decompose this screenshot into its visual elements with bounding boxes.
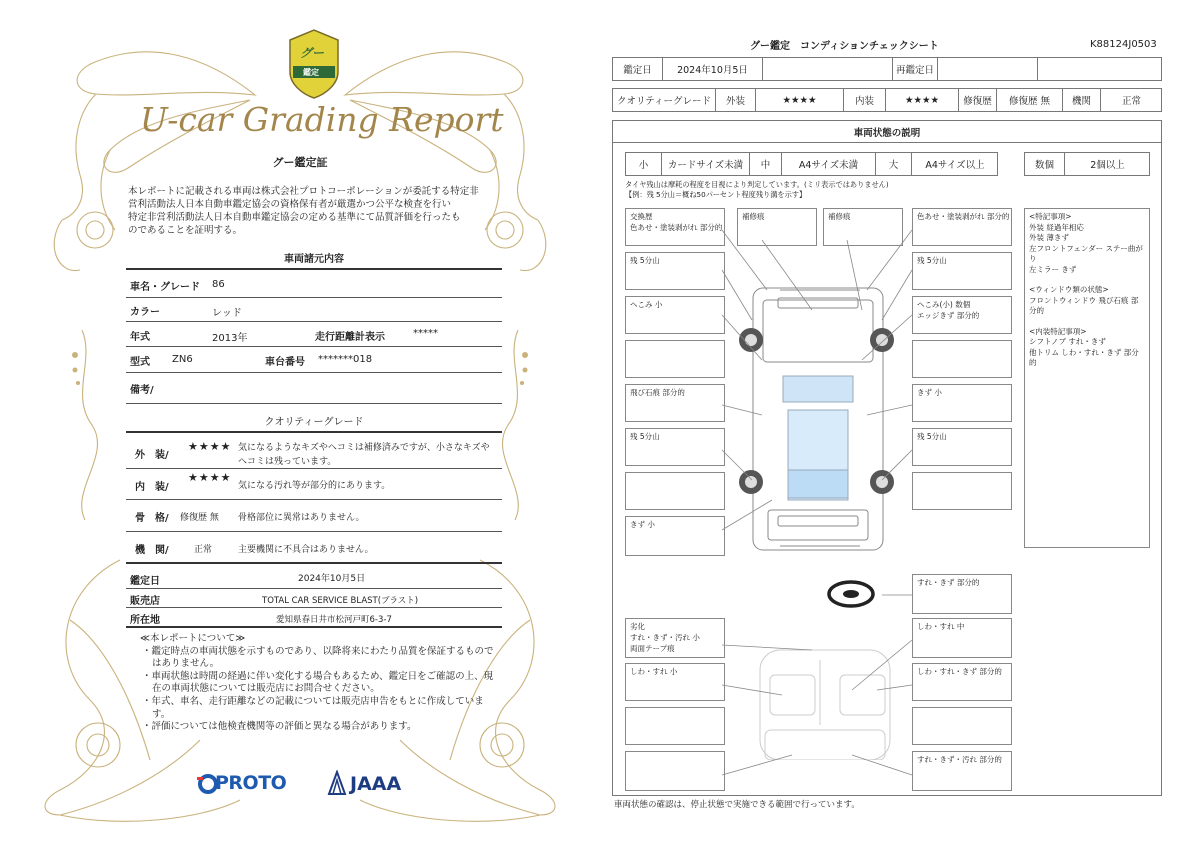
- note-item: ・車両状態は時間の経過に伴い変化する場合もあるため、鑑定日をご確認の上、現在の車両状態については販売店にお問合せください。: [142, 670, 494, 695]
- appraisal-date-label: 鑑定日: [613, 58, 663, 80]
- sheet-title: グー鑑定 コンディションチェックシート: [750, 41, 939, 52]
- certificate-intro: [128, 185, 498, 237]
- callout-text: すれ・きず・汚れ 小: [630, 633, 700, 642]
- callout-text: へこみ(小) 数個: [917, 300, 971, 309]
- model-label: 型式: [130, 357, 150, 368]
- callout-text: 劣化: [630, 622, 645, 631]
- interior-label: 内装: [844, 89, 886, 111]
- condition-title: 車両状態の説明: [613, 121, 1161, 143]
- car-name-value: 86: [212, 279, 225, 290]
- intro-line: 本レポートに記載される車両は株式会社プロトコーポレーションが委託する特定非: [128, 186, 479, 197]
- callout-left-12: [625, 707, 725, 745]
- notes-title: ≪本レポートについて≫: [140, 633, 246, 644]
- special-note-line: 左ミラー きず: [1029, 264, 1077, 274]
- callout-right-2: 残 5分山: [912, 252, 1012, 290]
- size-legend: [625, 152, 998, 176]
- special-note-line: 外装 経過年相応: [1029, 222, 1084, 232]
- car-name-label: 車名・グレード: [130, 282, 200, 293]
- note-item: ・評価については他検査機関等の評価と異なる場合があります。: [142, 721, 417, 733]
- engine-comment: 主要機関に不具合はありません。: [238, 545, 374, 555]
- exterior-stars: ★★★★: [188, 440, 232, 453]
- count-legend: [1024, 152, 1150, 176]
- callout-right-11: しわ・すれ・きず 部分的: [912, 663, 1012, 701]
- jaaa-logo: JAAA: [350, 773, 402, 795]
- special-notes-title: <特記事項>: [1029, 212, 1072, 221]
- size-small: 小: [626, 153, 662, 175]
- engine-value: 正常: [194, 545, 213, 555]
- divider: [126, 607, 502, 608]
- appraisal-date-label: 鑑定日: [130, 576, 160, 587]
- quality-section-title: クオリティーグレード: [264, 417, 364, 428]
- mileage-label: 走行距離計表示: [315, 332, 385, 343]
- callout-left-11: しわ・すれ 小: [625, 663, 725, 701]
- callout-right-4: [912, 340, 1012, 378]
- special-note-line: 外装 薄きず: [1029, 233, 1069, 242]
- callout-right-13: すれ・きず・汚れ 部分的: [912, 751, 1012, 791]
- divider: [126, 626, 502, 628]
- note-item: ・年式、車名、走行距離などの記載については販売店申告をもとに作成しています。: [142, 695, 484, 720]
- date-row: [612, 57, 1162, 81]
- callout-right-6: 残 5分山: [912, 428, 1012, 466]
- interior-stars: ★★★★: [188, 471, 232, 484]
- intro-line: 営利活動法人日本自動車鑑定協会の資格保有者が厳選かつ公平な検査を行い: [128, 199, 452, 210]
- callout-left-4: [625, 340, 725, 378]
- interior-label: 内 装/: [135, 482, 169, 493]
- divider: [126, 588, 502, 589]
- goo-badge-icon: [290, 30, 338, 98]
- interior-notes-title: <内装特記事項>: [1029, 326, 1087, 336]
- year-label: 年式: [130, 332, 150, 343]
- dealer-label: 販売店: [130, 596, 160, 607]
- callout-left-1: [625, 208, 725, 246]
- exterior-comment-1: 気になるようなキズやヘコミは補修済みですが、小さなキズや: [238, 443, 490, 453]
- window-note-line: フロントウィンドウ 飛び石痕 部分的: [1029, 295, 1139, 315]
- callout-left-6: 残 5分山: [625, 428, 725, 466]
- appraisal-date-value: 2024年10月5日: [298, 574, 366, 584]
- callout-left-3: へこみ 小: [625, 296, 725, 334]
- interior-stars: ★★★★: [886, 89, 959, 111]
- remarks-label: 備考/: [130, 385, 154, 396]
- interior-note-line: シフトノブ すれ・きず: [1029, 337, 1106, 346]
- chassis-value: *******018: [318, 354, 373, 365]
- callout-right-9: すれ・きず 部分的: [912, 574, 1012, 614]
- intro-line: のであることを証明する。: [128, 225, 243, 236]
- divider: [126, 403, 502, 404]
- engine-value: 正常: [1121, 96, 1141, 107]
- callout-left-13: [625, 751, 725, 791]
- certificate-subtitle: グー鑑定証: [272, 156, 328, 169]
- frame-value: 修復歴 無: [180, 513, 219, 523]
- callout-left-2: 残 5分山: [625, 252, 725, 290]
- badge-line1: グー: [300, 46, 325, 60]
- size-large: 大: [876, 153, 912, 175]
- special-note-line: 左フロントフェンダー ステー曲がり: [1029, 243, 1143, 263]
- intro-line: 特定非営利活動法人日本自動車鑑定協会の定める基準にて品質評価を行ったも: [128, 212, 461, 223]
- color-label: カラー: [130, 307, 160, 318]
- divider: [126, 531, 502, 532]
- dealer-value: TOTAL CAR SERVICE BLAST(ブラスト): [262, 596, 419, 606]
- note-item: ・鑑定時点の車両状態を示すものであり、以降将来にわたり品質を保証するものではありません。: [142, 645, 494, 670]
- divider: [126, 562, 502, 564]
- quality-row: [612, 88, 1162, 112]
- callout-right-12: [912, 707, 1012, 745]
- divider: [126, 297, 502, 298]
- spec-section-title: 車両諸元内容: [284, 254, 344, 265]
- badge-line2: 鑑定: [303, 68, 319, 77]
- document-id: K88124J0503: [1090, 39, 1157, 50]
- callout-left-8: きず 小: [625, 516, 725, 556]
- frame-label: 骨 格/: [135, 513, 169, 524]
- size-mid-desc: A4サイズ未満: [782, 153, 876, 175]
- tire-note-1: タイヤ残山は摩耗の程度を目視により判定しています。(ミリ表示ではありません): [625, 180, 889, 189]
- interior-note-line: 他トリム しわ・すれ・きず 部分的: [1029, 347, 1139, 367]
- callout-right-1: 色あせ・塗装剥がれ 部分的: [912, 208, 1012, 246]
- count-label: 数個: [1025, 153, 1065, 175]
- callout-center-1: 補修痕: [737, 208, 817, 246]
- callout-text: 両面テープ痕: [630, 644, 675, 653]
- divider: [126, 346, 502, 347]
- interior-comment: 気になる汚れ等が部分的にあります。: [238, 481, 391, 491]
- quality-label: クオリティーグレード: [613, 89, 716, 111]
- address-value: 愛知県春日井市松河戸町6-3-7: [276, 615, 392, 625]
- engine-label: 機関: [1063, 89, 1101, 111]
- callout-left-7: [625, 472, 725, 510]
- year-value: 2013年: [212, 333, 248, 344]
- size-large-desc: A4サイズ以上: [925, 160, 985, 171]
- divider: [126, 499, 502, 500]
- proto-logo: PROTO: [215, 772, 287, 794]
- size-small-desc: カードサイズ未満: [662, 153, 750, 175]
- divider: [126, 431, 502, 433]
- callout-left-5: 飛び石痕 部分的: [625, 384, 725, 422]
- callout-right-7: [912, 472, 1012, 510]
- special-notes: [1024, 208, 1150, 548]
- exterior-stars: ★★★★: [756, 89, 844, 111]
- tire-note-2: 【例：残 5分山＝概ね50パーセント程度残り溝を示す】: [625, 190, 807, 199]
- callout-center-2: 補修痕: [823, 208, 903, 246]
- reappraisal-value: [938, 58, 1038, 80]
- callout-text: 色あせ・塗装剥がれ 部分的: [630, 223, 723, 232]
- callout-left-10: [625, 618, 725, 658]
- exterior-comment-2: ヘコミは残っています。: [238, 457, 337, 467]
- callout-right-10: しわ・すれ 中: [912, 618, 1012, 658]
- repair-label: 修復歴: [959, 89, 997, 111]
- divider: [126, 372, 502, 373]
- blank-cell: [763, 58, 893, 80]
- exterior-label: 外装: [716, 89, 756, 111]
- window-notes-title: <ウィンドウ類の状態>: [1029, 285, 1109, 294]
- size-mid: 中: [750, 153, 782, 175]
- count-desc: 2個以上: [1090, 160, 1125, 171]
- divider: [126, 268, 502, 270]
- divider: [126, 468, 502, 469]
- jaaa-logo-icon: [327, 770, 347, 796]
- callout-right-3: [912, 296, 1012, 334]
- report-notes: [140, 633, 495, 734]
- chassis-label: 車台番号: [265, 357, 305, 368]
- frame-comment: 骨格部位に異常はありません。: [238, 513, 365, 523]
- divider: [126, 321, 502, 322]
- exterior-label: 外 装/: [135, 450, 169, 461]
- callout-text: 交換歴: [630, 212, 653, 221]
- callout-text: エッジきず 部分的: [917, 311, 980, 320]
- engine-label: 機 関/: [135, 545, 169, 556]
- certificate-title: U-car Grading Report: [140, 100, 504, 139]
- repair-value: 修復歴 無: [997, 89, 1063, 111]
- proto-logo-icon: [197, 772, 217, 796]
- blank-cell: [1038, 58, 1162, 80]
- sheet-footer: 車両状態の確認は、停止状態で実施できる範囲で行っています。: [614, 800, 860, 810]
- color-value: レッド: [212, 308, 242, 319]
- mileage-value: *****: [413, 328, 438, 339]
- model-value: ZN6: [172, 354, 193, 365]
- appraisal-date-value: 2024年10月5日: [663, 58, 763, 80]
- callout-right-5: きず 小: [912, 384, 1012, 422]
- address-label: 所在地: [130, 615, 160, 626]
- reappraisal-label: 再鑑定日: [893, 58, 938, 80]
